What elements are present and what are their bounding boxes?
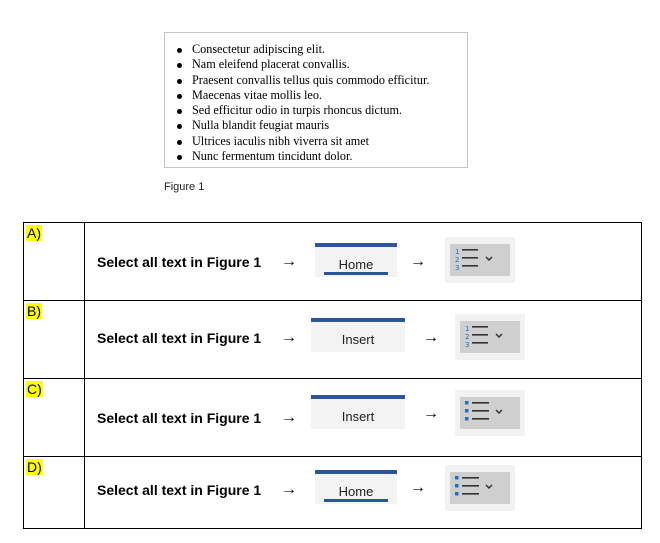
option-row-b — [24, 301, 642, 379]
option-row-d — [24, 457, 642, 529]
bulleted-list-icon — [445, 465, 515, 511]
instruction-text: Select all text in Figure 1 — [97, 330, 262, 346]
list-item: Nunc fermentum tincidunt dolor. — [175, 149, 429, 164]
right-arrow-icon: → — [281, 253, 297, 270]
svg-text:2: 2 — [455, 256, 460, 264]
tab-underline — [324, 499, 388, 502]
option-letter[interactable]: D) — [27, 459, 42, 475]
list-item: Maecenas vitae mollis leo. — [175, 88, 429, 103]
list-item: Consectetur adipiscing elit. — [175, 42, 429, 57]
list-item: Sed efficitur odio in turpis rhoncus dictum. — [175, 103, 429, 118]
home-tab-button[interactable] — [315, 470, 397, 504]
list-item: Ultrices iaculis nibh viverra sit amet — [175, 134, 429, 149]
answer-options-table — [23, 222, 642, 529]
insert-tab-button[interactable] — [311, 395, 405, 429]
tab-underline — [324, 272, 388, 275]
right-arrow-icon: → — [410, 253, 426, 270]
numbering-button[interactable] — [455, 314, 525, 360]
instruction-text: Select all text in Figure 1 — [97, 482, 262, 498]
tab-label: Insert — [341, 409, 375, 424]
bullets-button[interactable] — [445, 465, 515, 511]
option-letter[interactable]: B) — [27, 303, 41, 319]
option-content-cell — [85, 301, 642, 379]
svg-text:2: 2 — [465, 333, 470, 341]
right-arrow-icon: → — [281, 481, 297, 498]
option-letter-cell — [24, 379, 85, 457]
instruction-text: Select all text in Figure 1 — [97, 254, 262, 270]
tab-label: Home — [338, 484, 374, 499]
svg-text:3: 3 — [455, 264, 460, 272]
svg-text:1: 1 — [455, 248, 460, 256]
svg-text:1: 1 — [465, 325, 470, 333]
bullets-button[interactable] — [455, 390, 525, 436]
option-content-cell — [85, 457, 642, 529]
tab-label: Home — [338, 257, 374, 272]
option-row-c — [24, 379, 642, 457]
home-tab-button[interactable] — [315, 243, 397, 277]
right-arrow-icon: → — [410, 479, 426, 496]
instruction-text: Select all text in Figure 1 — [97, 410, 262, 426]
tab-label: Insert — [341, 332, 375, 347]
right-arrow-icon: → — [281, 329, 297, 346]
numbering-button[interactable] — [445, 237, 515, 283]
numbered-list-icon — [455, 314, 525, 360]
svg-text:3: 3 — [465, 341, 470, 349]
figure-1-box — [164, 32, 468, 168]
option-letter[interactable]: C) — [27, 381, 42, 397]
option-letter-cell — [24, 301, 85, 379]
list-item: Nulla blandit feugiat mauris — [175, 118, 429, 133]
insert-tab-button[interactable] — [311, 318, 405, 352]
option-row-a — [24, 223, 642, 301]
list-item: Nam eleifend placerat convallis. — [175, 57, 429, 72]
option-content-cell — [85, 223, 642, 301]
option-content-cell — [85, 379, 642, 457]
option-letter-cell — [24, 223, 85, 301]
right-arrow-icon: → — [423, 405, 439, 422]
bulleted-list-icon — [455, 390, 525, 436]
numbered-list-icon — [445, 237, 515, 283]
right-arrow-icon: → — [423, 329, 439, 346]
figure-caption: Figure 1 — [164, 181, 205, 193]
option-letter[interactable]: A) — [27, 225, 41, 241]
bulleted-list — [175, 42, 429, 164]
list-item: Praesent convallis tellus quis commodo efficitur. — [175, 73, 429, 88]
option-letter-cell — [24, 457, 85, 529]
right-arrow-icon: → — [281, 409, 297, 426]
